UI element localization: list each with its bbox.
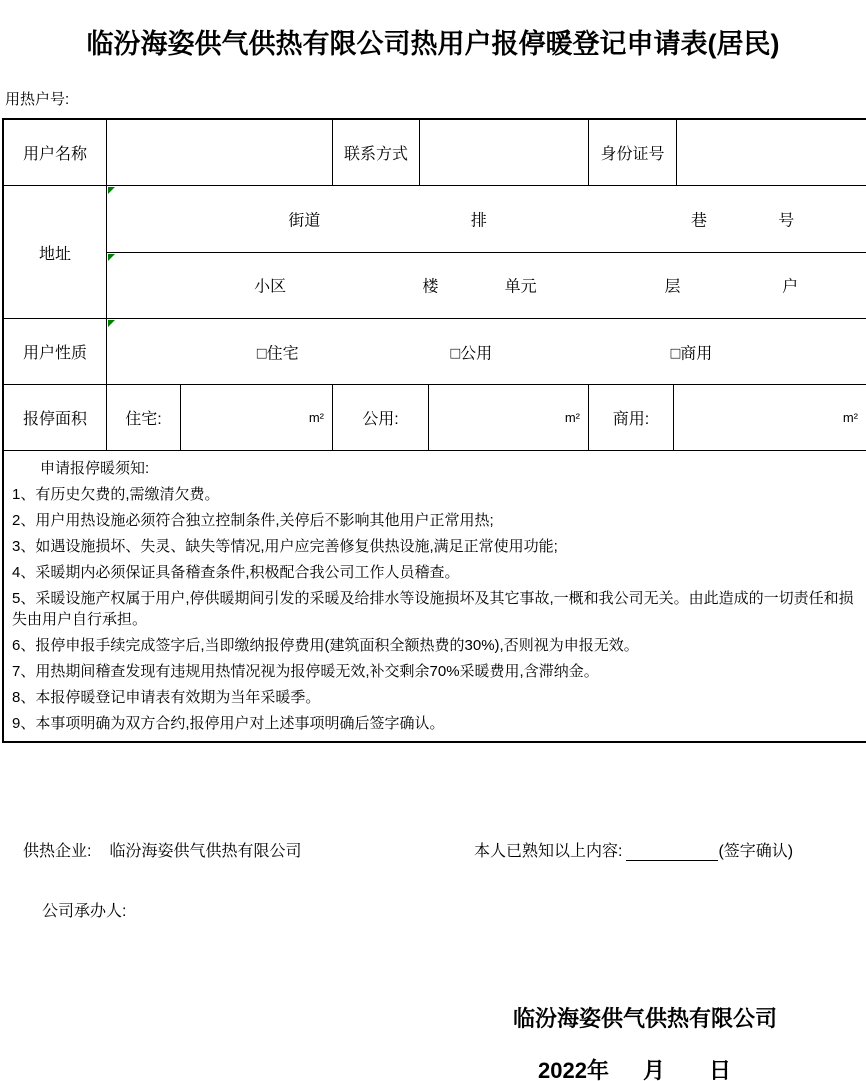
address-community-input[interactable]: [107, 253, 866, 319]
notice-item-8: 8、本报停暖登记申请表有效期为当年采暖季。: [12, 689, 321, 706]
checkbox-commercial[interactable]: [671, 340, 713, 363]
area-commercial-input[interactable]: [674, 385, 866, 450]
user-type-label: 用户性质: [4, 319, 107, 384]
square-meter-unit: m²: [842, 410, 858, 425]
table-row-address: [4, 186, 866, 319]
notice-item-7: 7、用热期间稽查发现有违规用热情况视为报停暖无效,补交剩余70%采暖费用,含滞纳金。: [12, 663, 599, 680]
date-line: [538, 1054, 731, 1081]
excel-error-marker-icon: [108, 187, 115, 194]
floor-label: 层: [664, 278, 681, 296]
community-label: 小区: [254, 278, 287, 296]
account-number-label: 用热户号:: [5, 91, 70, 108]
area-public-input[interactable]: [429, 385, 589, 450]
supplier-label: 供热企业:: [23, 843, 92, 860]
acknowledgement-line: [474, 838, 793, 861]
notice-item-6: 6、报停申报手续完成签字后,当即缴纳报停费用(建筑面积全额热费的30%),否则视为申报无效。: [12, 637, 639, 654]
checkbox-icon: □: [670, 345, 681, 362]
row-label: 排: [470, 212, 487, 230]
contact-label: 联系方式: [333, 120, 420, 185]
table-row-user-type: [4, 319, 866, 385]
application-table: [2, 118, 866, 743]
contact-input[interactable]: [420, 120, 589, 185]
acknowledgement-label: 本人已熟知以上内容:: [474, 843, 623, 860]
area-commercial-label: 商用:: [589, 385, 674, 450]
supplier-name: 临汾海姿供气供热有限公司: [109, 843, 302, 860]
company-name: 临汾海姿供气供热有限公司: [512, 1006, 777, 1031]
square-meter-unit: m²: [564, 410, 580, 425]
company-handler-label: 公司承办人:: [42, 903, 127, 920]
notice-item-4: 4、采暖期内必须保证具备稽查条件,积极配合我公司工作人员稽查。: [12, 564, 460, 581]
id-number-input[interactable]: [677, 120, 866, 185]
checkbox-commercial-label: 商用: [680, 345, 713, 362]
address-label: 地址: [4, 186, 107, 318]
date-month: 月: [642, 1058, 665, 1081]
number-label: 号: [778, 212, 795, 230]
checkbox-residential[interactable]: [257, 340, 299, 363]
user-type-options: [107, 319, 866, 384]
excel-error-marker-icon: [108, 254, 115, 261]
supplier-line: [23, 838, 301, 861]
id-number-label: 身份证号: [589, 120, 677, 185]
notice-heading: 申请报停暖须知:: [40, 460, 150, 477]
lane-label: 巷: [691, 212, 708, 230]
signature-blank[interactable]: [626, 843, 718, 861]
table-row-identity: [4, 120, 866, 186]
user-name-label: 用户名称: [4, 120, 107, 185]
notice-item-1: 1、有历史欠费的,需缴清欠费。: [12, 486, 220, 503]
notice-item-2: 2、用户用热设施必须符合独立控制条件,关停后不影响其他用户正常用热;: [12, 512, 494, 529]
signature-confirm-suffix: (签字确认): [718, 843, 794, 860]
address-street-input[interactable]: [107, 186, 866, 253]
checkbox-icon: □: [450, 345, 461, 362]
table-row-area: [4, 385, 866, 451]
date-day: 日: [708, 1058, 731, 1081]
excel-error-marker-icon: [108, 320, 115, 327]
notice-item-9: 9、本事项明确为双方合约,报停用户对上述事项明确后签字确认。: [12, 715, 445, 732]
checkbox-residential-label: 住宅: [266, 345, 299, 362]
date-year: 2022年: [538, 1058, 609, 1081]
checkbox-public-label: 公用: [460, 345, 493, 362]
building-label: 楼: [422, 278, 439, 296]
user-name-input[interactable]: [107, 120, 333, 185]
area-residential-input[interactable]: [181, 385, 333, 450]
table-row-notice: [4, 451, 866, 741]
area-label: 报停面积: [4, 385, 107, 450]
notice-item-5: 5、采暖设施产权属于用户,停供暖期间引发的采暖及给排水等设施损坏及其它事故,一概和我公司无关。由此造成的一切责任和损失由用户自行承担。: [12, 590, 854, 628]
notice-item-3: 3、如遇设施损坏、失灵、缺失等情况,用户应完善修复供热设施,满足正常使用功能;: [12, 538, 558, 555]
area-residential-label: 住宅:: [107, 385, 181, 450]
unit-label: 单元: [504, 278, 537, 296]
square-meter-unit: m²: [308, 410, 324, 425]
checkbox-icon: □: [256, 345, 267, 362]
household-label: 户: [782, 278, 799, 296]
street-label: 街道: [288, 212, 321, 230]
area-public-label: 公用:: [333, 385, 429, 450]
address-fields: [107, 186, 866, 318]
form-title: 临汾海姿供气供热有限公司热用户报停暖登记申请表(居民): [86, 29, 780, 59]
checkbox-public[interactable]: [450, 340, 492, 363]
notice-section: [4, 451, 866, 741]
